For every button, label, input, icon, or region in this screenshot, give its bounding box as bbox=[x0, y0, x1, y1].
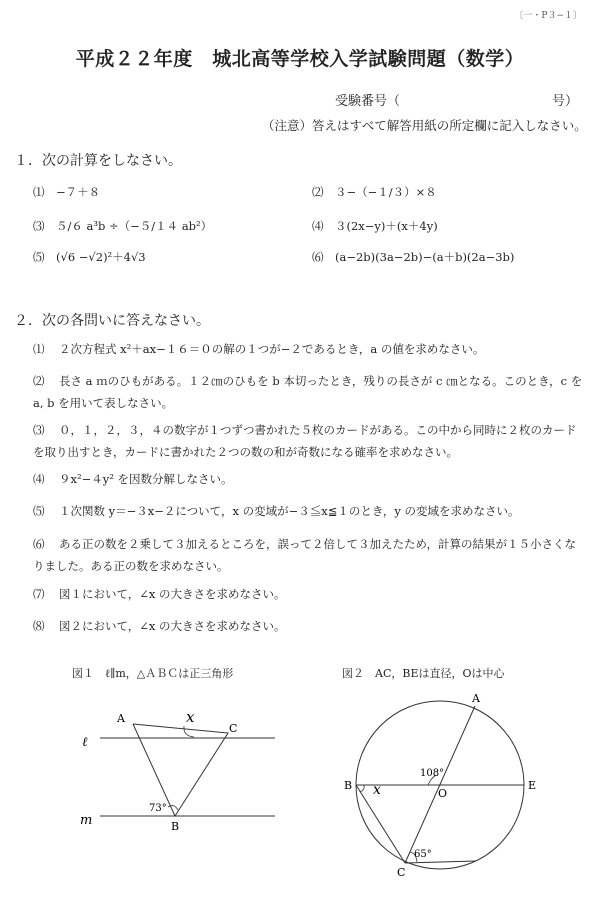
label-65: 65° bbox=[414, 849, 432, 860]
question-text: 長さ a ｍのひもがある。１２㎝のひもを b 本切ったとき，残りの長さが c ㎝となる。このとき，c を a, b を用いて表しなさい。 bbox=[33, 374, 583, 410]
figure1-caption: 図１ ℓ∥m，△ＡＢＣは正三角形 bbox=[72, 667, 234, 680]
question-text: 図１において，∠x の大きさを求めなさい。 bbox=[59, 587, 286, 601]
question-3 bbox=[33, 419, 585, 463]
problem-text: ３(2x−y)＋(x＋4y) bbox=[335, 219, 438, 233]
problem-text: (√6 −√2)²＋4√3 bbox=[56, 250, 146, 264]
figure2-diagram bbox=[300, 680, 600, 880]
problem-number: ⑵ bbox=[312, 185, 324, 199]
problem-text: −７＋８ bbox=[56, 185, 101, 199]
question-number: ⑹ bbox=[33, 537, 45, 551]
problem-4 bbox=[312, 218, 438, 234]
question-text: ９x²−４y² を因数分解しなさい。 bbox=[59, 472, 233, 486]
label-c: C bbox=[229, 722, 238, 735]
question-text: 図２において，∠x の大きさを求めなさい。 bbox=[59, 619, 286, 633]
label-x: x bbox=[186, 708, 195, 726]
question-text: １次関数 y＝−３x−２について，x の変域が−３≦x≦１のとき，y の変域を求めなさい。 bbox=[59, 504, 520, 518]
problem-number: ⑸ bbox=[33, 250, 45, 264]
instruction-note: （注意）答えはすべて解答用紙の所定欄に記入しなさい。 bbox=[262, 118, 587, 133]
chord-cd bbox=[405, 861, 476, 863]
problem-number: ⑴ bbox=[33, 185, 45, 199]
label-b: B bbox=[171, 820, 180, 833]
label-108: 108° bbox=[420, 768, 445, 779]
page-code: 〔一・P３−１〕 bbox=[514, 11, 582, 21]
angle-x-arc bbox=[360, 785, 364, 792]
question-4 bbox=[33, 468, 585, 490]
exam-number-suffix: 号） bbox=[552, 94, 579, 109]
problem-2 bbox=[312, 184, 437, 200]
label-b: B bbox=[344, 779, 353, 792]
problem-text: ５/６ a³b ÷（−５/１４ ab²） bbox=[56, 219, 213, 233]
problem-number: ⑶ bbox=[33, 219, 45, 233]
question-text: ０，１，２，３，４の数字が１つずつ書かれた５枚のカードがある。この中から同時に２枚のカードを取り出すとき，カードに書かれた２つの数の和が奇数になる確率を求めなさい。 bbox=[33, 423, 577, 459]
figure1-diagram bbox=[0, 680, 300, 850]
problem-text: (a−2b)(3a−2b)−(a＋b)(2a−3b) bbox=[335, 250, 515, 264]
exam-number-label: 受験番号（ bbox=[335, 94, 401, 109]
page-title: 平成２２年度 城北高等学校入学試験問題（数学） bbox=[75, 48, 525, 70]
label-c: C bbox=[397, 866, 406, 879]
question-text: ２次方程式 x²＋ax−１６＝０の解の１つが−２であるとき，a の値を求めなさい。 bbox=[59, 342, 485, 356]
figure2-caption: 図２ AC，BEは直径，Oは中心 bbox=[342, 667, 505, 680]
question-5 bbox=[33, 500, 585, 522]
question-text: ある正の数を２乗して３加えるところを，誤って２倍して３加えたため，計算の結果が１５小さくなりました。ある正の数を求めなさい。 bbox=[33, 537, 577, 573]
problem-5 bbox=[33, 249, 146, 265]
label-a: A bbox=[472, 692, 480, 705]
question-number: ⑶ bbox=[33, 423, 45, 437]
problem-number: ⑹ bbox=[312, 250, 324, 264]
label-o: O bbox=[438, 787, 448, 800]
label-e: E bbox=[528, 779, 537, 792]
question-number: ⑵ bbox=[33, 374, 45, 388]
problem-number: ⑷ bbox=[312, 219, 324, 233]
problem-1 bbox=[33, 184, 100, 200]
problem-6 bbox=[312, 249, 514, 265]
section2-heading: ２．次の各問いに答えなさい。 bbox=[14, 313, 210, 329]
question-8 bbox=[33, 615, 585, 637]
angle-x-arc bbox=[184, 726, 194, 737]
problem-text: ３−（−１/３）×８ bbox=[335, 185, 437, 199]
question-number: ⑻ bbox=[33, 619, 45, 633]
question-7 bbox=[33, 583, 585, 605]
label-73: 73° bbox=[149, 803, 167, 814]
label-m: m bbox=[80, 813, 93, 828]
question-number: ⑷ bbox=[33, 472, 45, 486]
question-6 bbox=[33, 533, 585, 577]
question-number: ⑺ bbox=[33, 587, 45, 601]
label-a: A bbox=[117, 712, 125, 725]
section1-heading: １．次の計算をしなさい。 bbox=[14, 153, 182, 169]
label-x: x bbox=[373, 782, 381, 798]
question-number: ⑴ bbox=[33, 342, 45, 356]
angle-73-arc bbox=[168, 806, 178, 810]
label-l: ℓ bbox=[82, 735, 88, 750]
question-1 bbox=[33, 338, 585, 360]
problem-3 bbox=[33, 218, 212, 234]
question-number: ⑸ bbox=[33, 504, 45, 518]
question-2 bbox=[33, 370, 585, 414]
